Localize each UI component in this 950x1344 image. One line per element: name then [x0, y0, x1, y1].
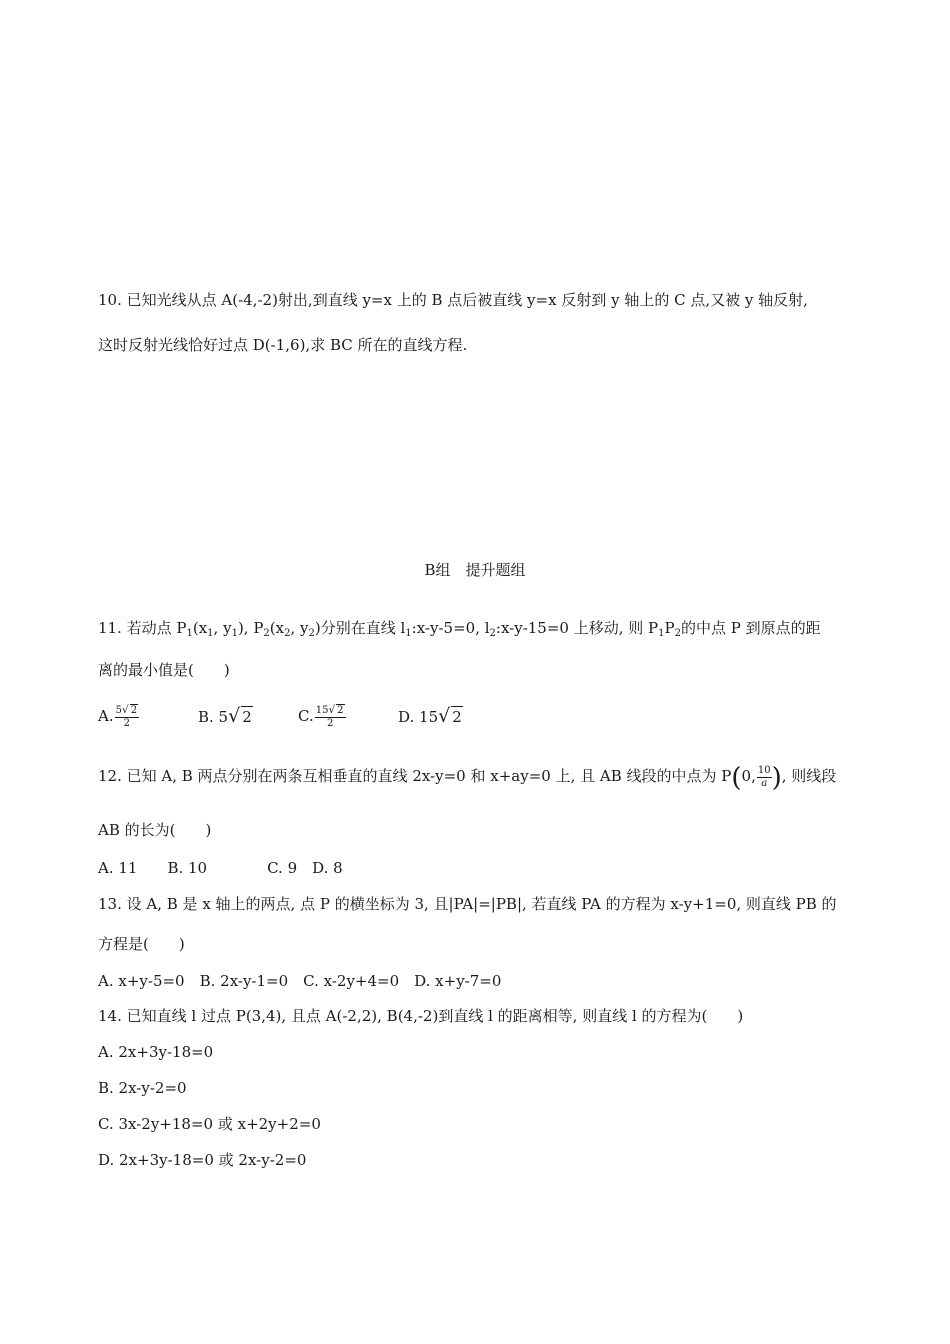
q11-text: :x-y-15=0 上移动, 则 P	[495, 619, 659, 637]
q11-options	[98, 700, 858, 736]
sqrt-sign-icon: √	[438, 705, 451, 727]
fraction-numerator	[315, 704, 346, 718]
q11-subscript: 2	[263, 628, 270, 639]
fraction-numerator: 10	[757, 764, 771, 776]
q11-text: (x	[192, 619, 208, 637]
sqrt-sign-icon: √	[121, 704, 129, 716]
close-paren-icon: )	[771, 763, 782, 793]
numerator-value: 15	[315, 705, 329, 716]
option-label: A.	[98, 707, 114, 725]
q11-line-1	[98, 618, 821, 644]
radicand: 2	[130, 705, 138, 716]
q12-text: , 则线段	[781, 767, 837, 785]
q11-text: )分别在直线 l	[314, 619, 406, 637]
option-label: C.	[298, 707, 314, 725]
q14-option-d: D. 2x+3y-18=0 或 2x-y-2=0	[98, 1151, 307, 1169]
q11-subscript: 2	[284, 628, 291, 639]
q11-text: ), P	[237, 619, 264, 637]
q11-subscript: 1	[231, 628, 238, 639]
q11-option-d	[398, 706, 463, 727]
q11-line-2: 离的最小值是( )	[98, 661, 230, 679]
q11-option-b	[198, 706, 253, 727]
q12-text: 12. 已知 A, B 两点分别在两条互相垂直的直线 2x-y=0 和 x+ay=0 上, 且 AB 线段的中点为 P	[98, 767, 732, 785]
q14-option-a: A. 2x+3y-18=0	[98, 1043, 214, 1061]
q11-subscript: 1	[405, 628, 412, 639]
q12-options: A. 11 B. 10 C. 9 D. 8	[98, 859, 343, 877]
q11-subscript: 1	[658, 628, 665, 639]
fraction-denominator: 2	[326, 718, 334, 729]
q14-line-1: 14. 已知直线 l 过点 P(3,4), 且点 A(-2,2), B(4,-2)到直线 l 的距离相等, 则直线 l 的方程为( )	[98, 1007, 744, 1025]
open-paren-icon: (	[731, 763, 742, 793]
q10-line-2: 这时反射光线恰好过点 D(-1,6),求 BC 所在的直线方程.	[98, 336, 468, 354]
q11-text: :x-y-5=0, l	[411, 619, 490, 637]
section-title: B组 提升题组	[424, 561, 526, 579]
q12-line-2: AB 的长为( )	[98, 821, 212, 839]
q11-text: 11. 若动点 P	[98, 619, 187, 637]
q11-subscript: 2	[308, 628, 315, 639]
radicand: 2	[242, 708, 252, 726]
fraction	[315, 704, 346, 730]
q13-line-2: 方程是( )	[98, 935, 185, 953]
q11-text: , y	[290, 619, 309, 637]
q11-subscript: 1	[186, 628, 193, 639]
q12-line-1	[98, 758, 836, 796]
q10-line-1: 10. 已知光线从点 A(-4,-2)射出,到直线 y=x 上的 B 点后被直线 y=x 反射到 y 轴上的 C 点,又被 y 轴反射,	[98, 291, 808, 309]
fraction	[757, 765, 772, 790]
q13-line-1: 13. 设 A, B 是 x 轴上的两点, 点 P 的横坐标为 3, 且|PA|=|PB|, 若直线 PA 的方程为 x-y+1=0, 则直线 PB 的	[98, 895, 837, 913]
q11-subscript: 2	[489, 628, 496, 639]
radicand: 2	[452, 708, 462, 726]
q11-text: (x	[269, 619, 285, 637]
option-label: B. 5	[198, 708, 229, 726]
q14-option-c: C. 3x-2y+18=0 或 x+2y+2=0	[98, 1115, 321, 1133]
option-label: D. 15	[398, 708, 439, 726]
q13-options: A. x+y-5=0 B. 2x-y-1=0 C. x-2y+4=0 D. x+y-7=0	[98, 972, 502, 990]
sqrt-sign-icon: √	[328, 704, 336, 716]
sqrt-sign-icon: √	[228, 705, 241, 727]
fraction	[115, 704, 139, 730]
q11-text: 的中点 P 到原点的距	[680, 619, 821, 637]
radicand: 2	[337, 705, 344, 716]
q11-option-c	[298, 704, 346, 730]
fraction-denominator: 2	[123, 718, 131, 729]
q11-subscript: 1	[207, 628, 214, 639]
q11-text: P	[664, 619, 675, 637]
fraction-numerator	[115, 704, 139, 718]
q14-option-b: B. 2x-y-2=0	[98, 1079, 187, 1097]
fraction-denominator: a	[761, 777, 768, 789]
numerator-value: 5	[115, 705, 122, 716]
q11-option-a	[98, 704, 139, 730]
q11-text: , y	[213, 619, 232, 637]
q11-subscript: 2	[674, 628, 681, 639]
point-x: 0,	[741, 767, 756, 785]
